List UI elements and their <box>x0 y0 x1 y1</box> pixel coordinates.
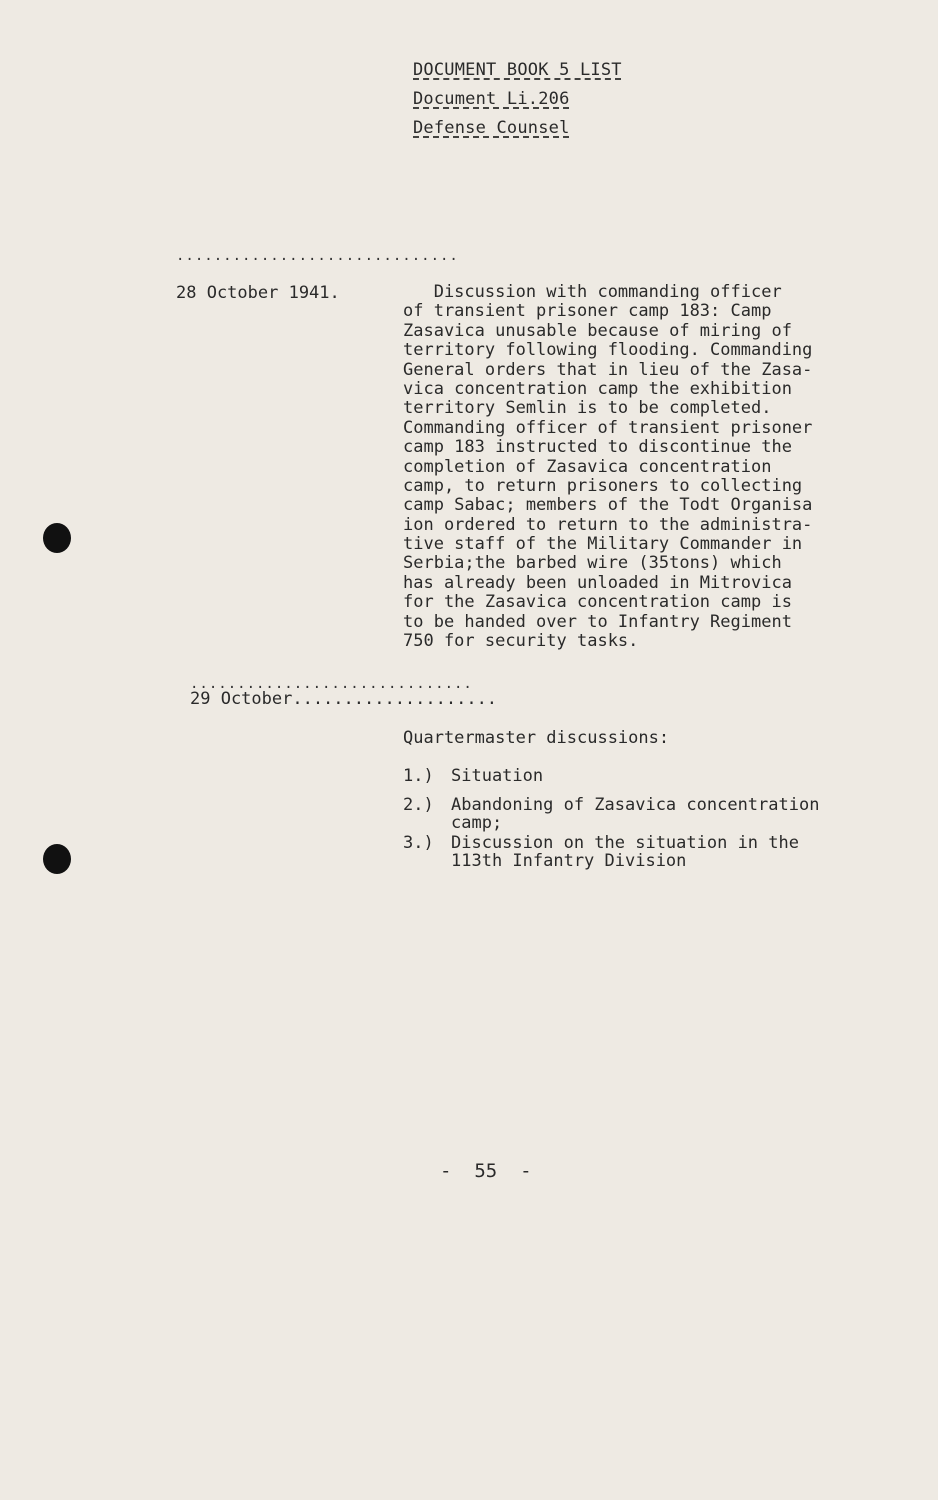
list-item-number: 2.) <box>403 795 434 815</box>
entry-line: camp 183 instructed to discontinue the <box>403 437 792 458</box>
entry-line: Commanding officer of transient prisoner <box>403 417 813 438</box>
entry-line: for the Zasavica concentration camp is <box>403 592 792 613</box>
punch-hole <box>43 844 71 874</box>
entry-line: Serbia;the barbed wire (35tons) which <box>403 553 782 574</box>
entry-line: camp Sabac; members of the Todt Organisa <box>403 495 813 516</box>
list-item-number: 1.) <box>403 766 434 786</box>
defense-counsel-label: Defense Counsel <box>413 118 570 138</box>
entry-line: of transient prisoner camp 183: Camp <box>403 301 772 322</box>
entry-date: 28 October 1941. <box>176 283 340 303</box>
dotted-separator: .............................. <box>190 676 473 692</box>
entry-line: Zasavica unusable because of miring of <box>403 320 792 341</box>
list-item <box>403 834 799 870</box>
entry-line: 750 for security tasks. <box>403 631 639 652</box>
list-item <box>403 796 819 832</box>
entry-body <box>403 283 878 651</box>
list-item-number: 3.) <box>403 833 434 853</box>
punch-hole <box>43 523 71 553</box>
section-heading: Quartermaster discussions: <box>403 728 670 748</box>
list-item-text: Situation <box>451 766 544 786</box>
list-item-text: Discussion on the situation in the 113th Infantry Division <box>451 833 799 871</box>
entry-date: 29 October.................... <box>190 689 498 709</box>
dotted-separator: .............................. <box>176 248 459 264</box>
entry-line: ion ordered to return to the administra- <box>403 514 813 535</box>
entry-line: territory Semlin is to be completed. <box>403 398 772 419</box>
document-number: Document Li.206 <box>413 89 570 109</box>
entry-line: completion of Zasavica concentration <box>403 456 772 477</box>
entry-line: vica concentration camp the exhibition <box>403 378 792 399</box>
entry-line: territory following flooding. Commanding <box>403 340 813 361</box>
entry-line: General orders that in lieu of the Zasa- <box>403 359 813 380</box>
entry-line: to be handed over to Infantry Regiment <box>403 611 792 632</box>
entry-line: has already been unloaded in Mitrovica <box>403 572 792 593</box>
document-book-title: DOCUMENT BOOK 5 LIST <box>413 60 622 80</box>
entry-line: Discussion with commanding officer <box>403 282 782 302</box>
list-item-text: Abandoning of Zasavica concentration camp; <box>451 795 820 833</box>
page-number: - 55 - <box>440 1160 532 1182</box>
entry-line: camp, to return prisoners to collecting <box>403 475 803 496</box>
entry-line: tive staff of the Military Commander in <box>403 534 803 555</box>
list-item <box>403 767 543 785</box>
